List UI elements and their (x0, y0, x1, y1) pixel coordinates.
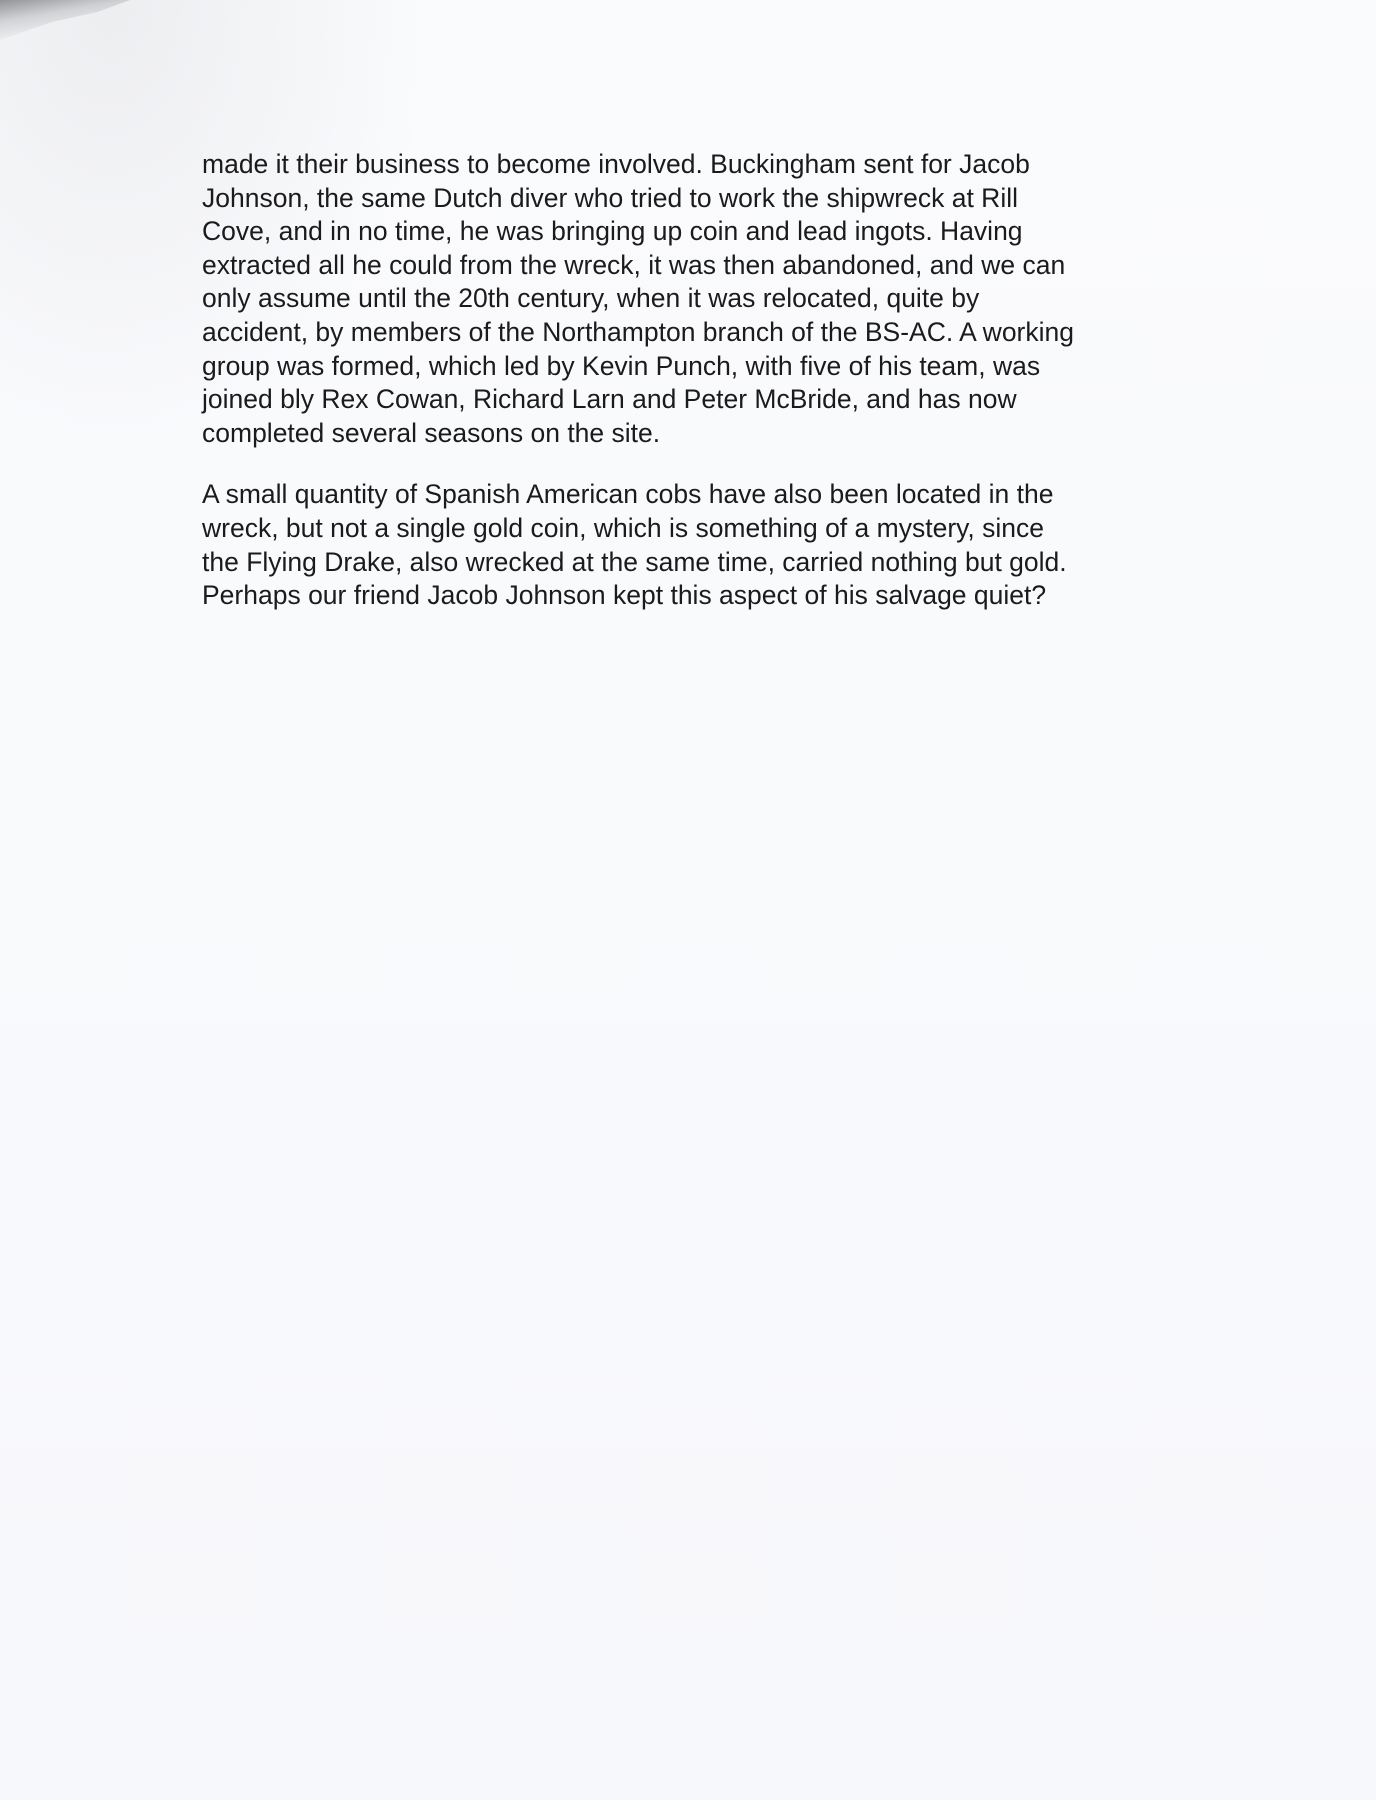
scan-corner-shadow (0, 0, 130, 40)
text-line: A small quantity of Spanish American cobs have also been located in the (202, 479, 1054, 510)
text-line: completed several seasons on the site. (202, 417, 661, 448)
text-line: Perhaps our friend Jacob Johnson kept this aspect of his salvage quiet? (202, 580, 1047, 611)
text-line: only assume until the 20th century, when it was relocated, quite by (202, 283, 980, 314)
text-line: wreck, but not a single gold coin, which is something of a mystery, since (202, 512, 1045, 543)
paragraph-2 (202, 478, 1242, 612)
text-line: made it their business to become involved. Buckingham sent for Jacob (202, 149, 1030, 179)
paragraph-1 (202, 148, 1242, 450)
text-line: joined bly Rex Cowan, Richard Larn and Peter McBride, and has now (202, 384, 1017, 415)
text-line: accident, by members of the Northampton branch of the BS-AC. A working (202, 316, 1074, 347)
text-line: the Flying Drake, also wrecked at the same time, carried nothing but gold. (202, 546, 1067, 577)
document-body (202, 148, 1242, 613)
text-line: Johnson, the same Dutch diver who tried to work the shipwreck at Rill (202, 182, 1018, 213)
text-line: extracted all he could from the wreck, it was then abandoned, and we can (202, 249, 1066, 280)
text-line: group was formed, which led by Kevin Punch, with five of his team, was (202, 350, 1041, 381)
text-line: Cove, and in no time, he was bringing up coin and lead ingots. Having (202, 216, 1023, 247)
